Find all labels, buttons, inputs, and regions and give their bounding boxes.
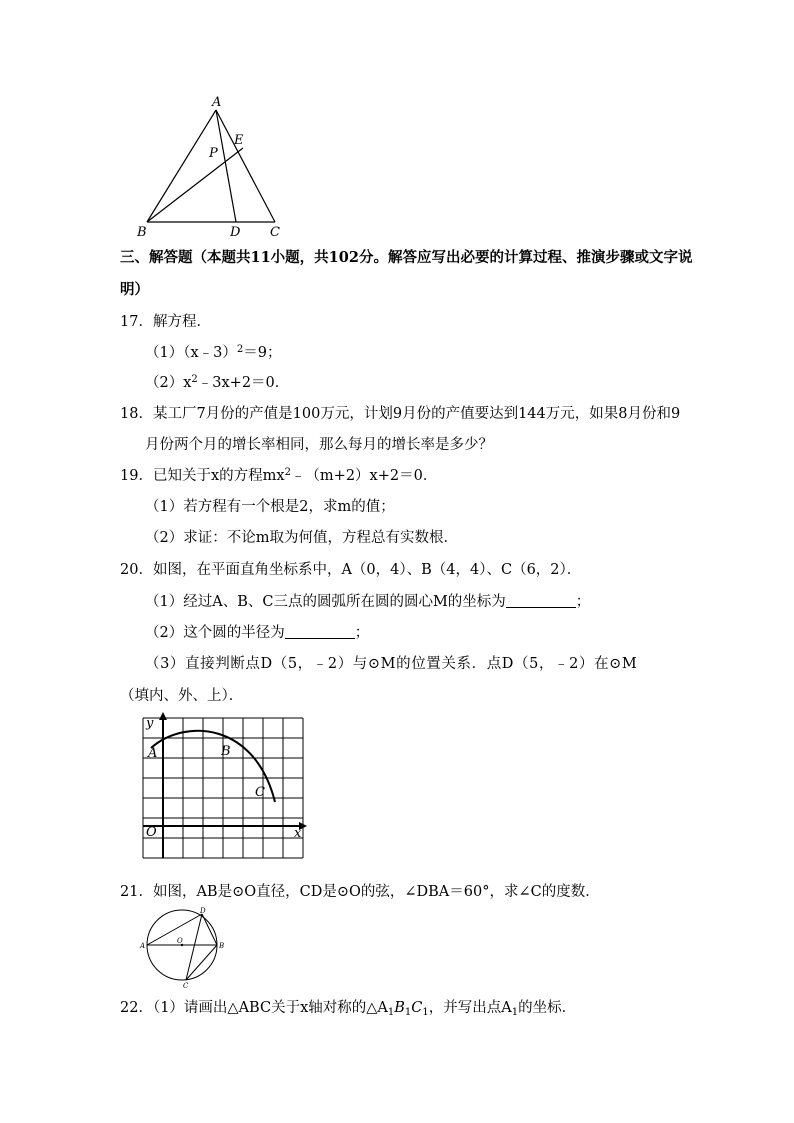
label-p: P [209, 146, 218, 161]
q20-part1: （1）经过A、B、C三点的圆弧所在圆的圆心M的坐标为 ； [145, 594, 591, 610]
q19-stem: 19．已知关于x的方程$mx^2﹣(m+2)x+2=0$． [120, 467, 438, 484]
label-x: x [294, 826, 302, 841]
chord-cd [186, 914, 202, 980]
q18-line1: 18．某工厂7月份的产值是100万元，计划9月份的产值要达到144万元，如果8月份和9 [120, 406, 681, 422]
segment-bd [202, 914, 217, 945]
q21-text: 21．如图，AB是⊙O直径，CD是⊙O的弦，∠DBA＝60°，求∠C的度数． [120, 884, 600, 900]
label-b: B [137, 225, 147, 240]
label-c: C [270, 225, 280, 240]
segment-be [147, 148, 243, 222]
q20-stem: 20．如图，在平面直角坐标系中，A（0，4）、B（4，4）、C（6，2）． [120, 562, 582, 578]
label-c: C [255, 785, 265, 800]
answer-blank [285, 624, 355, 639]
circle-figure [138, 906, 228, 990]
triangle-figure [130, 92, 300, 242]
label-a: A [148, 746, 158, 761]
grid-figure [135, 712, 310, 872]
q20-part2: （2）这个圆的半径为 ； [145, 625, 370, 641]
label-c: C [183, 982, 189, 990]
section-heading: 三、解答题（本题共11小题，共102分。解答应写出必要的计算过程、推演步骤或文字说 [120, 249, 693, 266]
q20-part3: （3）直接判断点D（5，﹣2）与⊙M的位置关系．点D（5，﹣2）在⊙M [145, 656, 638, 672]
label-y: y [146, 716, 154, 731]
answer-blank [506, 593, 576, 608]
q19-part1: （1）若方程有一个根是2，求m的值； [145, 499, 395, 515]
label-o: O [177, 937, 183, 945]
label-o: O [146, 825, 157, 840]
q17-part1: （1）（x﹣3）$^2$＝9； [145, 344, 282, 361]
edge-ab [147, 110, 216, 222]
label-d: D [200, 907, 206, 915]
label-a: A [212, 95, 222, 110]
q17-stem: 17．解方程． [120, 314, 211, 330]
q22-part1: 22．（1）请画出△ABC关于x轴对称的$\triangle A_1B_1C_1$，并写出点$A_1$的坐标． [120, 1000, 577, 1018]
q20-part3-cont: （填内、外、上）． [120, 688, 244, 704]
section-heading-cont: 明） [120, 281, 149, 298]
segment-ad [147, 914, 202, 945]
label-e: E [234, 133, 244, 148]
y-axis-arrow-icon [159, 712, 167, 720]
q19-part2: （2）求证：不论m取为何值，方程总有实数根． [145, 530, 458, 546]
label-b: B [219, 942, 225, 950]
label-b: B [221, 744, 231, 759]
q18-line2: 月份两个月的增长率相同，那么每月的增长率是多少？ [145, 437, 493, 453]
label-d: D [230, 225, 241, 240]
q17-part2: $(2)x^2﹣3x+2=0$． [145, 374, 290, 391]
edge-ac [216, 110, 275, 222]
label-a: A [140, 942, 146, 950]
